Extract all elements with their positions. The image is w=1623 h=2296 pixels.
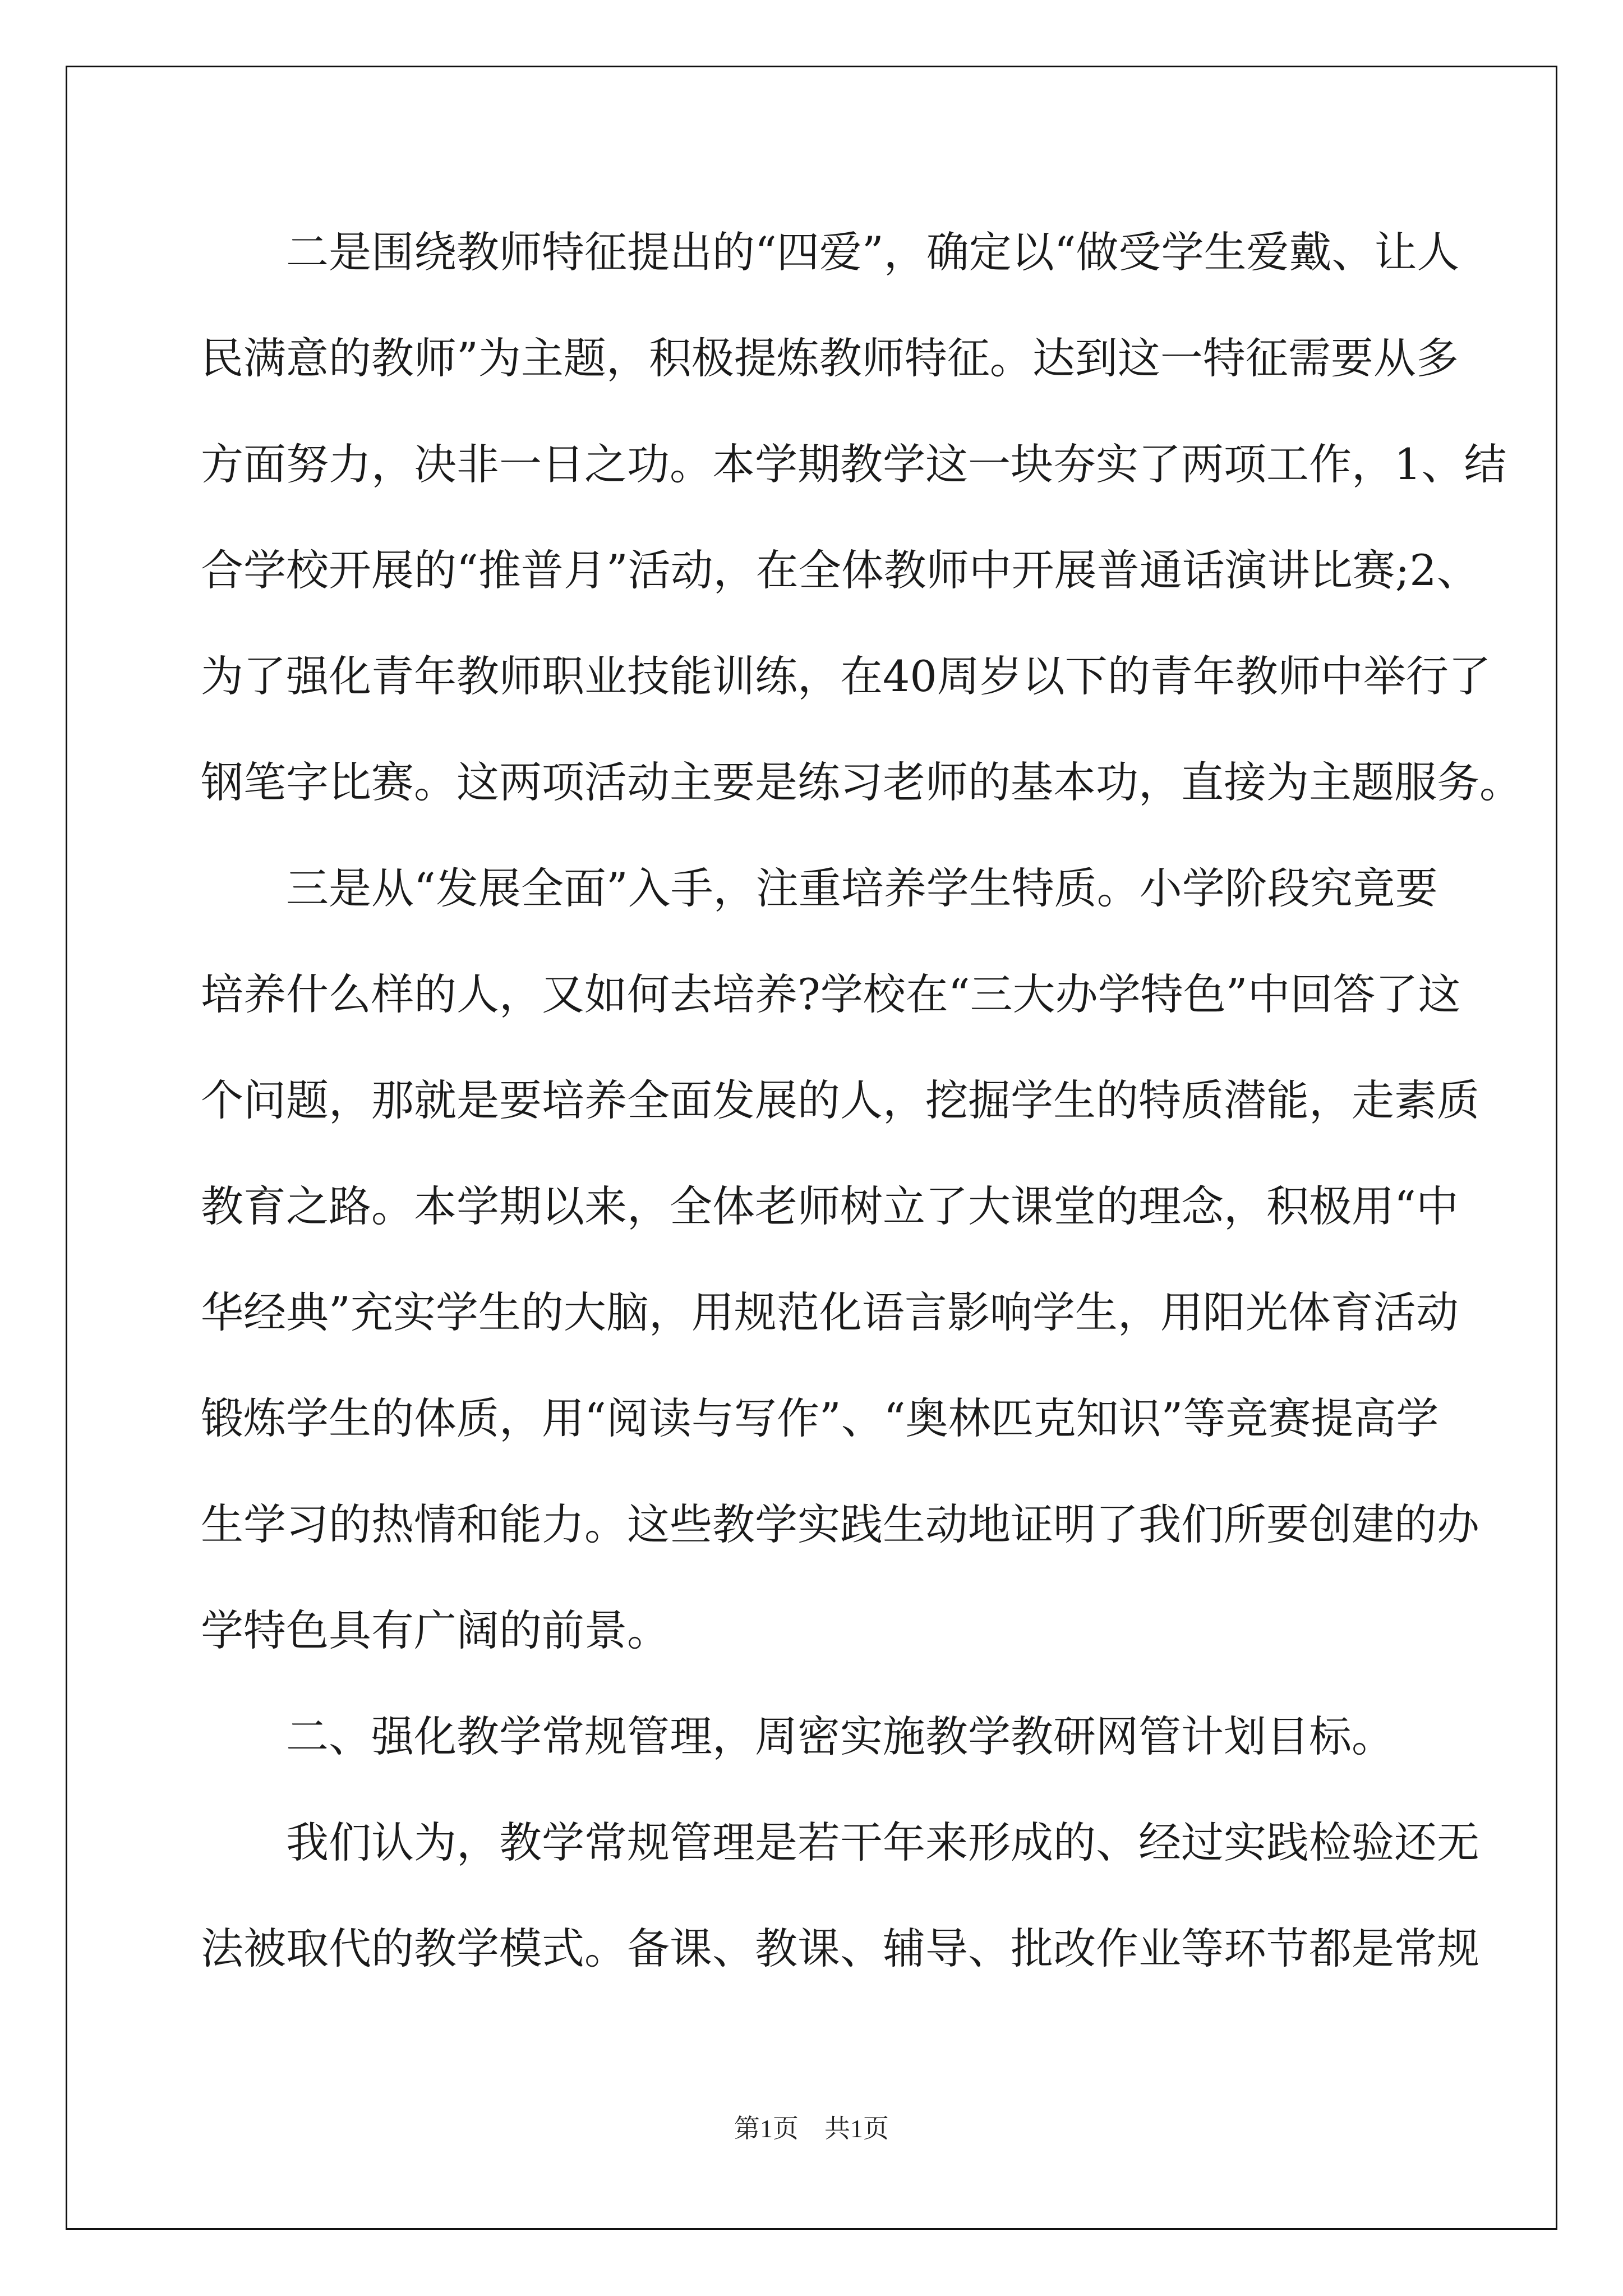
paragraph-1-line-6: 钢笔字比赛。这两项活动主要是练习老师的基本功，直接为主题服务。 xyxy=(201,757,1522,807)
paragraph-2-line-7: 生学习的热情和能力。这些教学实践生动地证明了我们所要创建的办 xyxy=(201,1499,1479,1549)
paragraph-2-line-8: 学特色具有广阔的前景。 xyxy=(201,1605,670,1655)
paragraph-2-line-3: 个问题，那就是要培养全面发展的人，挖掘学生的特质潜能，走素质 xyxy=(201,1075,1479,1125)
document-body xyxy=(201,216,1522,2018)
paragraph-4-line-2: 法被取代的教学模式。备课、教课、辅导、批改作业等环节都是常规 xyxy=(201,1924,1479,1973)
paragraph-2-line-4: 教育之路。本学期以来，全体老师树立了大课堂的理念，积极用“中 xyxy=(201,1181,1459,1231)
paragraph-1-line-3: 方面努力，决非一日之功。本学期教学这一块夯实了两项工作，1、结 xyxy=(201,439,1507,489)
paragraph-1-line-2: 民满意的教师”为主题，积极提炼教师特征。达到这一特征需要从多 xyxy=(201,333,1459,383)
paragraph-1-line-1: 二是围绕教师特征提出的“四爱”，确定以“做受学生爱戴、让人 xyxy=(286,227,1460,277)
paragraph-2-line-1: 三是从“发展全面”入手，注重培养学生特质。小学阶段究竟要 xyxy=(286,863,1438,913)
section-heading: 二、强化教学常规管理，周密实施教学教研网管计划目标。 xyxy=(286,1711,1394,1761)
paragraph-2-line-2: 培养什么样的人，又如何去培养?学校在“三大办学特色”中回答了这 xyxy=(201,969,1461,1019)
paragraph-2-line-5: 华经典”充实学生的大脑，用规范化语言影响学生，用阳光体育活动 xyxy=(201,1287,1459,1337)
paragraph-1-line-4: 合学校开展的“推普月”活动，在全体教师中开展普通话演讲比赛;2、 xyxy=(201,545,1479,595)
page-number-label: 第1页 共1页 xyxy=(734,2114,889,2143)
page-footer xyxy=(0,2112,1623,2146)
paragraph-4-line-1: 我们认为，教学常规管理是若干年来形成的、经过实践检验还无 xyxy=(286,1818,1479,1867)
paragraph-1-line-5: 为了强化青年教师职业技能训练，在40周岁以下的青年教师中举行了 xyxy=(201,651,1491,701)
paragraph-2-line-6: 锻炼学生的体质，用“阅读与写作”、“奥林匹克知识”等竞赛提高学 xyxy=(201,1393,1439,1443)
